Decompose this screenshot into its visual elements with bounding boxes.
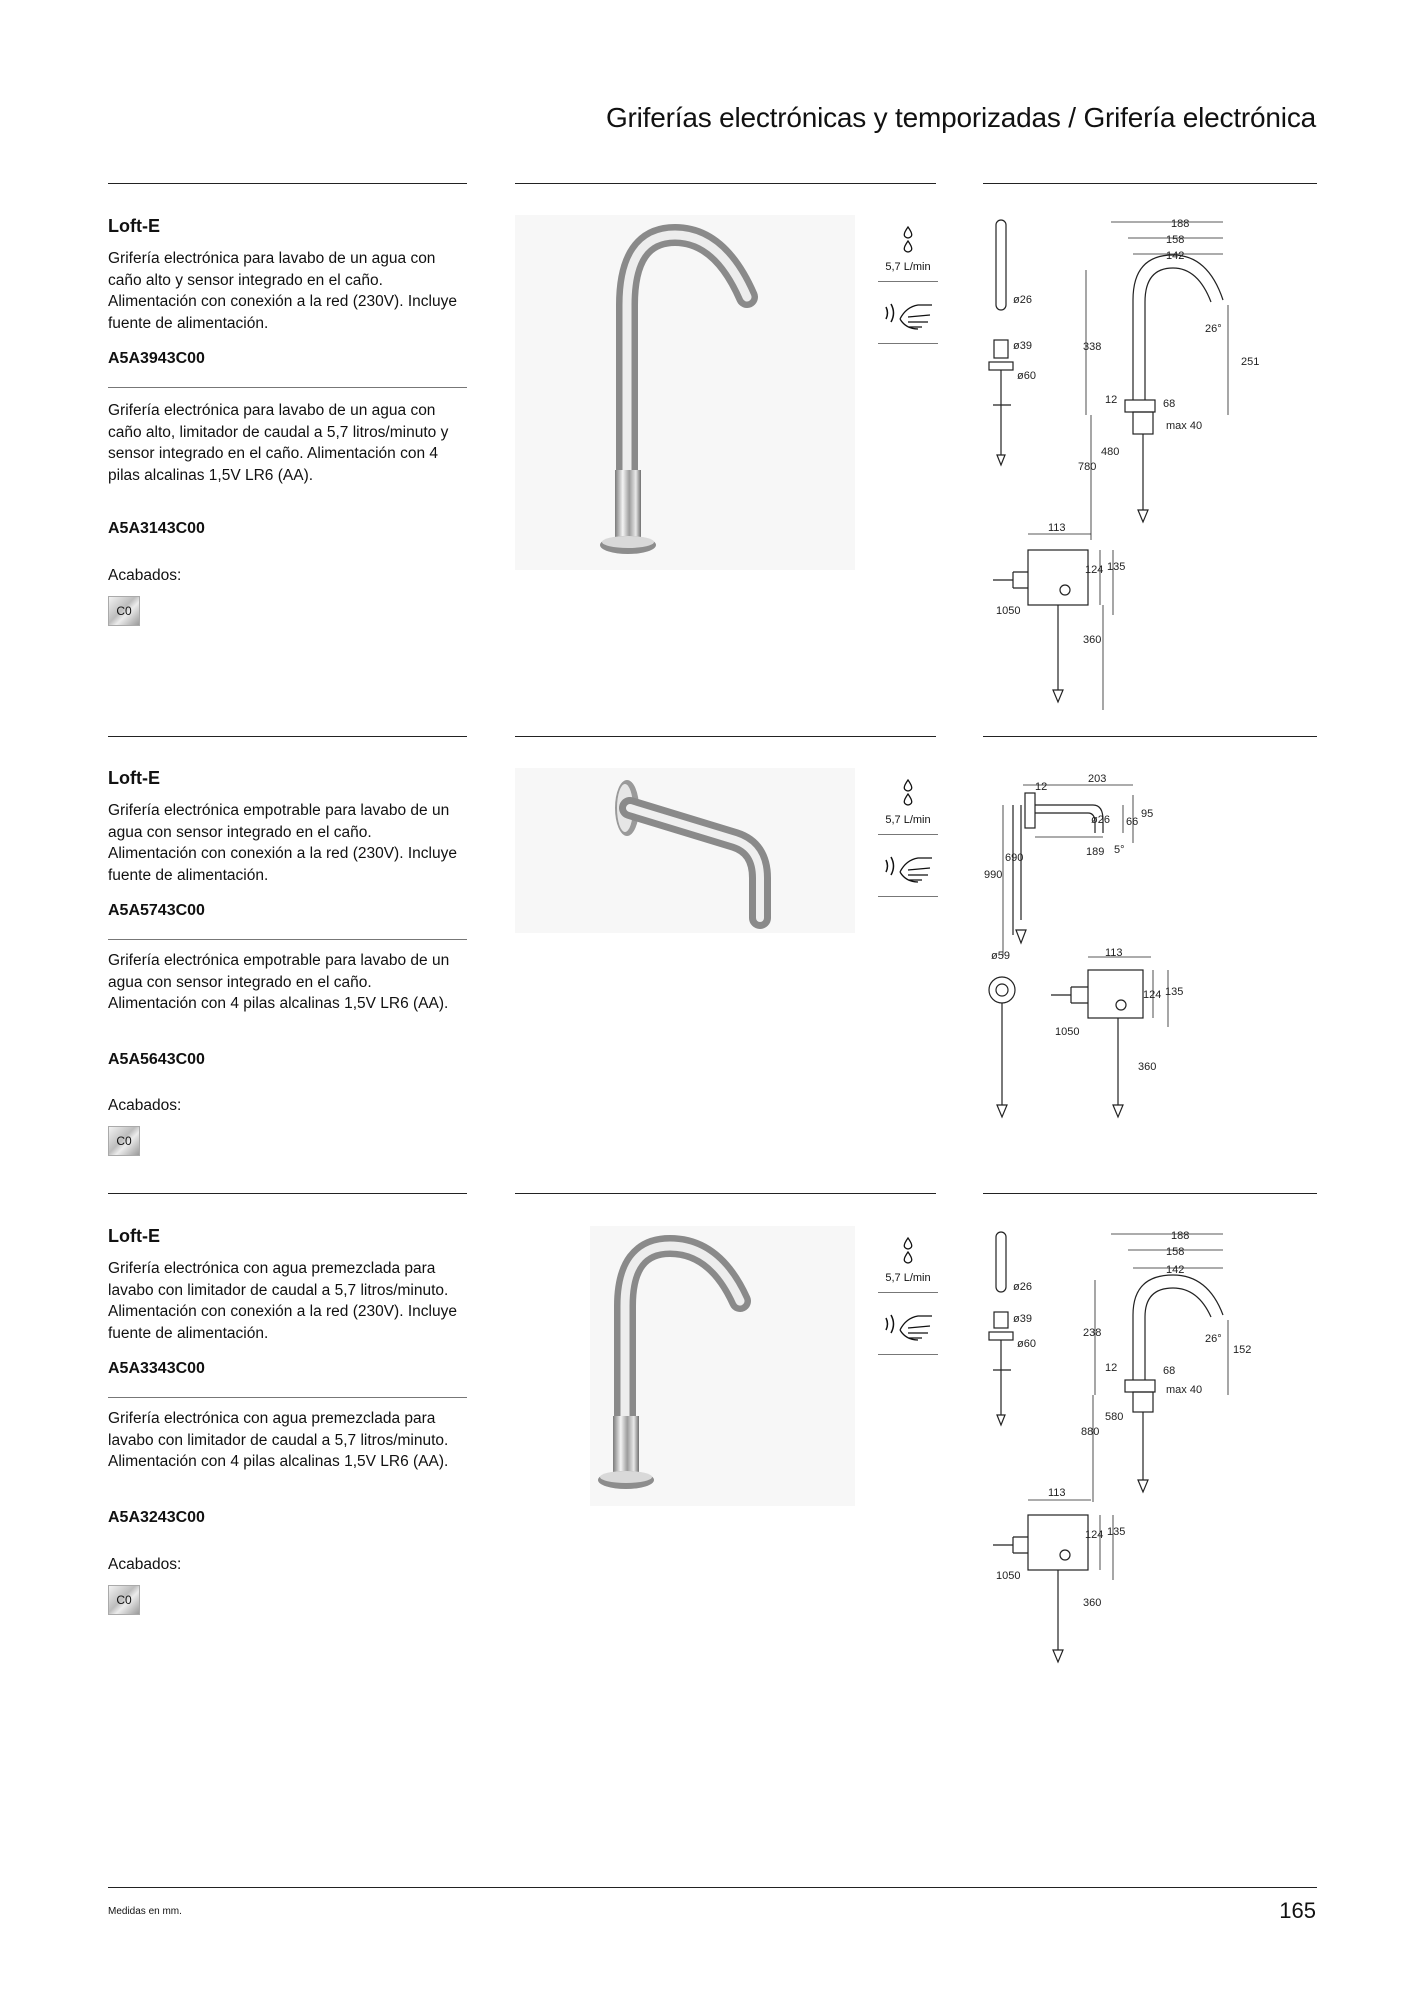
technical-drawing [983, 1220, 1317, 1670]
dim-label: 68 [1163, 398, 1176, 410]
dim-label: 142 [1166, 250, 1185, 262]
feature-icons [878, 1226, 938, 1366]
finishes-label: Acabados: [108, 1097, 182, 1114]
product-name: Loft-E [108, 1226, 160, 1246]
dim-label: ø26 [1013, 1281, 1032, 1293]
icon-divider [878, 834, 938, 835]
dim-label: 690 [1005, 852, 1024, 864]
product-description: Grifería electrónica empotrable para lavabo de un agua con sensor integrado en el caño. Alimentación con 4 pilas alcalinas 1,5V LR6 (AA). [108, 952, 450, 1012]
dim-label: 188 [1171, 1230, 1190, 1242]
flow-rate-label: 5,7 L/min [885, 814, 931, 826]
dim-label: max 40 [1166, 1384, 1203, 1396]
icon-divider [878, 281, 938, 282]
product-description: Grifería electrónica para lavabo de un agua con caño alto y sensor integrado en el caño. Alimentación con conexión a la red (230V). Incluye fuente de alimentación. [108, 250, 457, 332]
section-divider [515, 1193, 936, 1194]
dim-label: 135 [1107, 561, 1126, 573]
section-divider [515, 736, 936, 737]
dim-label: 480 [1101, 446, 1120, 458]
dim-label: 95 [1141, 808, 1154, 820]
dim-label: ø59 [991, 950, 1010, 962]
flow-rate-label: 5,7 L/min [885, 261, 931, 273]
dim-label: 124 [1143, 989, 1162, 1001]
finish-swatch-chrome: C0 [108, 596, 140, 626]
dim-label: 360 [1083, 1597, 1102, 1609]
dim-label: 135 [1165, 986, 1184, 998]
dim-label: 66 [1126, 816, 1139, 828]
dim-label: 580 [1105, 1411, 1124, 1423]
faucet-photo [590, 1226, 855, 1506]
hand-sensor-icon [878, 293, 938, 333]
dim-label: ø39 [1013, 340, 1032, 352]
dim-label: max 40 [1166, 420, 1203, 432]
icon-divider [878, 1354, 938, 1355]
section-divider [983, 736, 1317, 737]
water-drops-icon [878, 223, 938, 263]
dim-label: 12 [1035, 781, 1048, 793]
dim-label: 880 [1081, 1426, 1100, 1438]
icon-divider [878, 896, 938, 897]
dim-label: 68 [1163, 1365, 1176, 1377]
dim-label: ø39 [1013, 1313, 1032, 1325]
finish-swatch-chrome: C0 [108, 1126, 140, 1156]
measurements-note: Medidas en mm. [108, 1906, 182, 1917]
section-divider [108, 183, 467, 184]
dim-label: 990 [984, 869, 1003, 881]
faucet-photo [515, 768, 855, 933]
dim-label: 158 [1166, 1246, 1185, 1258]
product-description: Grifería electrónica empotrable para lavabo de un agua con sensor integrado en el caño. Alimentación con conexión a la red (230V). Incluye fuente de alimentación. [108, 802, 457, 884]
product-name: Loft-E [108, 768, 160, 788]
dim-label: 135 [1107, 1526, 1126, 1538]
product-code: A5A3143C00 [108, 520, 205, 537]
dim-label: 1050 [1055, 1026, 1080, 1038]
variant-divider [108, 1397, 467, 1398]
product-code: A5A3243C00 [108, 1509, 205, 1526]
flow-rate-label: 5,7 L/min [885, 1272, 931, 1284]
dim-label: 26° [1205, 323, 1222, 335]
dim-label: 251 [1241, 356, 1260, 368]
product-description: Grifería electrónica con agua premezclada para lavabo con limitador de caudal a 5,7 litros/minuto. Alimentación con conexión a la red (230V). Incluye fuente de alimentación. [108, 1260, 457, 1342]
dim-label: 338 [1083, 341, 1102, 353]
technical-drawing [983, 210, 1317, 710]
page-title: Griferías electrónicas y temporizadas / Grifería electrónica [605, 102, 1316, 133]
dim-label: 12 [1105, 394, 1118, 406]
section-divider [983, 1193, 1317, 1194]
icon-divider [878, 343, 938, 344]
section-divider [108, 736, 467, 737]
dim-label: 158 [1166, 234, 1185, 246]
section-divider [515, 183, 936, 184]
dim-label: 142 [1166, 1264, 1185, 1276]
dim-label: 360 [1083, 634, 1102, 646]
dim-label: 12 [1105, 1362, 1118, 1374]
hand-sensor-icon [878, 1304, 938, 1344]
dim-label: 113 [1048, 522, 1066, 534]
product-description: Grifería electrónica con agua premezclada para lavabo con limitador de caudal a 5,7 litros/minuto. Alimentación con 4 pilas alcalinas 1,5V LR6 (AA). [108, 1410, 449, 1470]
finishes-label: Acabados: [108, 1556, 182, 1573]
water-drops-icon [878, 1234, 938, 1274]
product-code: A5A5743C00 [108, 902, 205, 919]
dim-label: 203 [1088, 773, 1107, 785]
dim-label: 780 [1078, 461, 1097, 473]
section-divider [108, 1193, 467, 1194]
variant-divider [108, 387, 467, 388]
dim-label: 113 [1048, 1487, 1066, 1499]
technical-drawing [983, 765, 1317, 1135]
dim-label: 189 [1086, 846, 1105, 858]
page-number: 165 [1279, 1898, 1316, 1923]
feature-icons [878, 215, 938, 355]
product-code: A5A5643C00 [108, 1051, 205, 1068]
dim-label: 124 [1085, 564, 1104, 576]
faucet-photo [515, 215, 855, 570]
feature-icons [878, 768, 938, 908]
dim-label: ø60 [1017, 1338, 1036, 1350]
finish-swatch-chrome: C0 [108, 1585, 140, 1615]
product-code: A5A3343C00 [108, 1360, 205, 1377]
dim-label: ø26 [1091, 814, 1110, 826]
dim-label: 1050 [996, 1570, 1021, 1582]
section-divider [983, 183, 1317, 184]
dim-label: ø60 [1017, 370, 1036, 382]
finishes-label: Acabados: [108, 567, 182, 584]
product-name: Loft-E [108, 216, 160, 236]
dim-label: 113 [1105, 947, 1123, 959]
hand-sensor-icon [878, 846, 938, 886]
dim-label: 152 [1233, 1344, 1252, 1356]
product-description: Grifería electrónica para lavabo de un agua con caño alto, limitador de caudal a 5,7 litros/minuto y sensor integrado en el caño. Alimentación con 4 pilas alcalinas 1,5V LR6 (AA). [108, 402, 449, 484]
icon-divider [878, 1292, 938, 1293]
dim-label: 1050 [996, 605, 1021, 617]
dim-label: 124 [1085, 1529, 1104, 1541]
dim-label: 188 [1171, 218, 1190, 230]
dim-label: 26° [1205, 1333, 1222, 1345]
variant-divider [108, 939, 467, 940]
product-code: A5A3943C00 [108, 350, 205, 367]
water-drops-icon [878, 776, 938, 816]
footer-divider [108, 1887, 1317, 1888]
dim-label: 238 [1083, 1327, 1102, 1339]
dim-label: ø26 [1013, 294, 1032, 306]
dim-label: 360 [1138, 1061, 1157, 1073]
dim-label: 5° [1114, 844, 1125, 856]
